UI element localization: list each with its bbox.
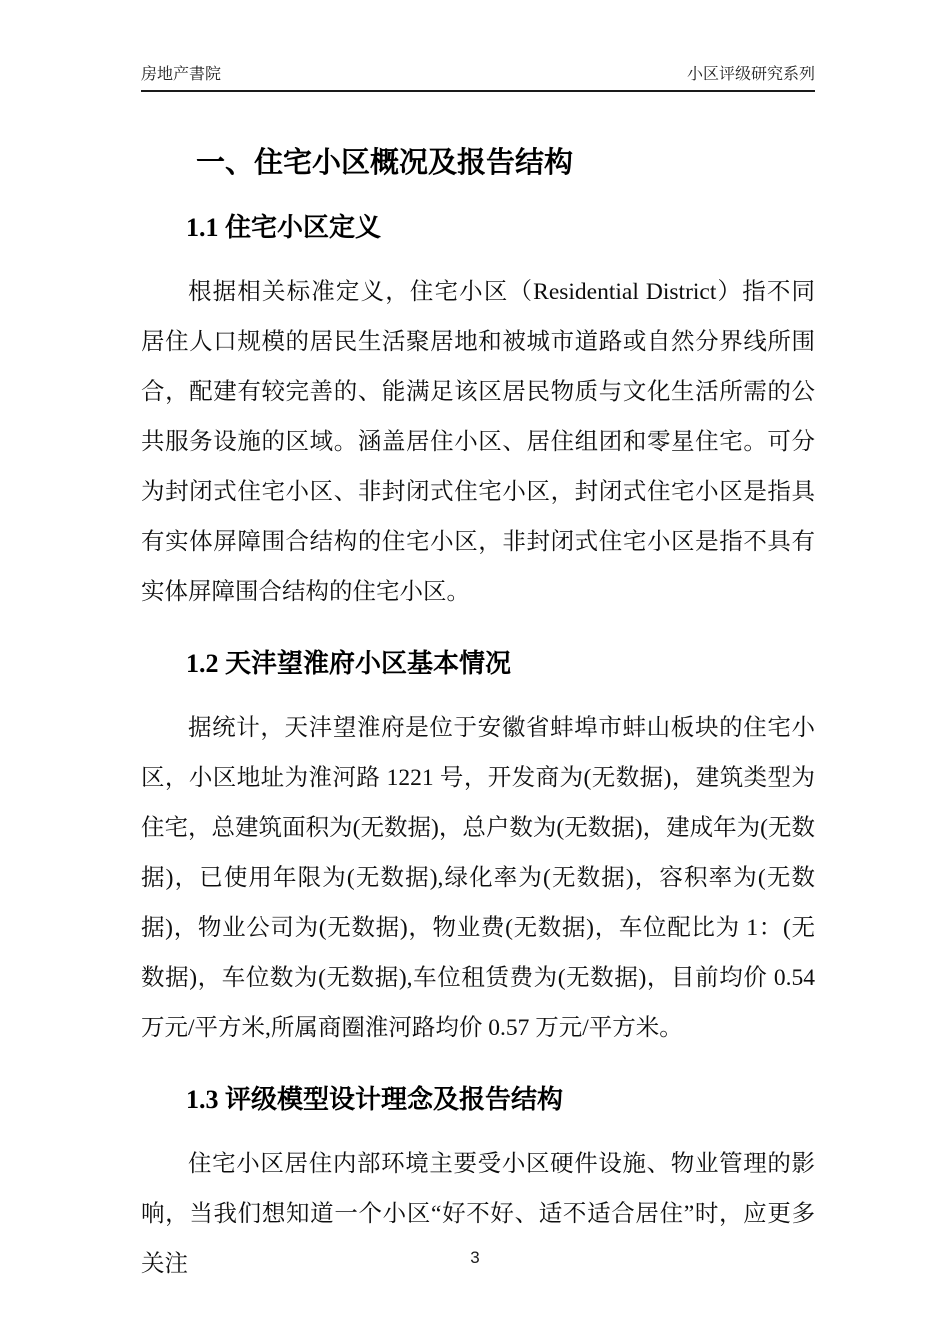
page-header (141, 64, 815, 92)
section-1-3-paragraph: 住宅小区居住内部环境主要受小区硬件设施、物业管理的影响，当我们想知道一个小区“好不好、适不适合居住”时，应更多关注 (141, 1151, 815, 1278)
header-left-text: 房地产書院 (141, 66, 222, 83)
chapter-title: 一、住宅小区概况及报告结构 (196, 147, 574, 179)
page-number: 3 (470, 1248, 480, 1267)
page-footer (0, 1248, 950, 1268)
section-1-1-paragraph: 根据相关标准定义，住宅小区（Residential District）指不同居住人口规模的居民生活聚居地和被城市道路或自然分界线所围合，配建有较完善的、能满足该区居民物质与文化生活所需的公共服务设施的区域。涵盖居住小区、居住组团和零星住宅。可分为封闭式住宅小区、非封闭式住宅小区，封闭式住宅小区是指具有实体屏障围合结构的住宅小区，非封闭式住宅小区是指不具有实体屏障围合结构的住宅小区。 (141, 278, 815, 605)
section-heading-1-1: 1.1 住宅小区定义 (186, 212, 382, 242)
section-heading-1-2: 1.2 天沣望淮府小区基本情况 (186, 648, 512, 678)
document-body (141, 146, 815, 1289)
header-right-text: 小区评级研究系列 (686, 66, 815, 83)
section-1-2-paragraph: 据统计，天沣望淮府是位于安徽省蚌埠市蚌山板块的住宅小区，小区地址为淮河路 1221 号，开发商为(无数据)，建筑类型为住宅，总建筑面积为(无数据)，总户数为(无数据)，建成年为(无数据)，已使用年限为(无数据),绿化率为(无数据)，容积率为(无数据)，物业公司为(无数据)，物业费(无数据)，车位配比为 1：(无数据)，车位数为(无数据),车位租赁费为(无数据)，目前均价 0.54 万元/平方米,所属商圈淮河路均价 0.57 万元/平方米。 (141, 715, 815, 1042)
section-heading-1-3: 1.3 评级模型设计理念及报告结构 (186, 1085, 564, 1115)
